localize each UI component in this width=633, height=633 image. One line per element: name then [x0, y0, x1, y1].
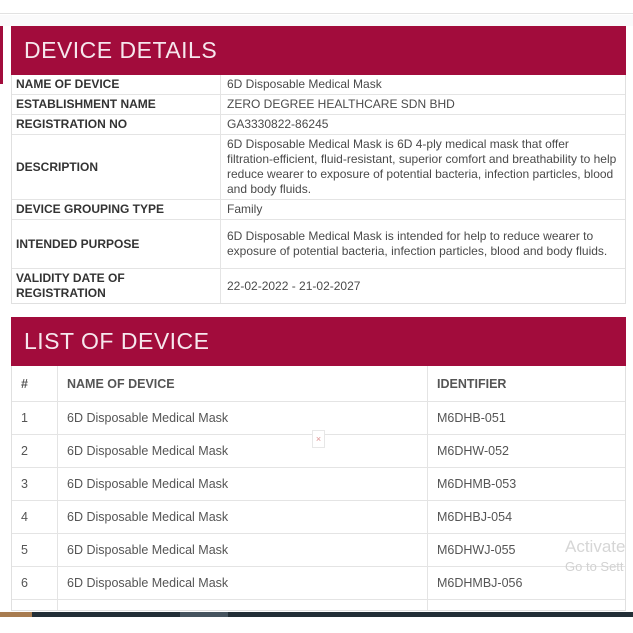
- left-edge-accent: [0, 26, 3, 84]
- table-row: [12, 501, 625, 534]
- row-name: 6D Disposable Medical Mask: [58, 567, 428, 599]
- row-label: NAME OF DEVICE: [12, 75, 221, 94]
- row-identifier: M6DHB-051: [437, 411, 506, 425]
- row-num: 3: [12, 468, 58, 500]
- row-identifier: M6DHBJ-054: [437, 510, 513, 524]
- row-value: 22-02-2022 - 21-02-2027: [227, 278, 361, 293]
- activate-windows-text: Activate: [565, 537, 626, 556]
- table-row-partial: [12, 600, 625, 610]
- row-value: 6D Disposable Medical Mask is intended for help to reduce wearer to exposure of potential bacteria, infection particles, blood and body fluids.: [227, 229, 608, 258]
- row-identifier: M6DHMBJ-056: [437, 576, 523, 590]
- row-name: 6D Disposable Medical Mask: [58, 534, 428, 566]
- row-label: ESTABLISHMENT NAME: [12, 95, 221, 114]
- row-num: 6: [12, 567, 58, 599]
- row-value: 6D Disposable Medical Mask is 6D 4-ply medical mask that offer filtration-efficient, fluid-resistant, superior comfort and breathability to help reduce wearer to exposure of potential bacteria, infection particles, blood and body fluids.: [227, 137, 617, 196]
- device-details-table: [11, 75, 626, 304]
- taskbar-edge-tan-segment: [0, 612, 32, 617]
- device-list-section: [11, 317, 626, 611]
- device-details-header: [11, 26, 626, 75]
- row-identifier: M6DHMB-053: [437, 477, 517, 491]
- row-identifier: M6DHW-052: [437, 444, 510, 458]
- taskbar-edge-slate-segment: [180, 612, 228, 617]
- column-header-identifier: IDENTIFIER: [437, 376, 507, 391]
- broken-image-icon: [312, 430, 325, 448]
- row-name: 6D Disposable Medical Mask: [58, 501, 428, 533]
- row-label: INTENDED PURPOSE: [12, 220, 221, 268]
- row-name: 6D Disposable Medical Mask: [58, 435, 428, 467]
- column-header-num: #: [12, 366, 58, 401]
- table-row: [12, 115, 625, 135]
- row-num: 5: [12, 534, 58, 566]
- device-details-title: DEVICE DETAILS: [24, 37, 218, 63]
- row-identifier: M6DHWJ-055: [437, 543, 516, 557]
- bottom-white-strip: [0, 617, 633, 633]
- device-list-header: [11, 317, 626, 366]
- row-num: 4: [12, 501, 58, 533]
- row-num: 1: [12, 402, 58, 434]
- row-value: 6D Disposable Medical Mask: [227, 77, 382, 91]
- row-label: DEVICE GROUPING TYPE: [12, 200, 221, 219]
- row-name: 6D Disposable Medical Mask: [58, 402, 428, 434]
- device-list-table: [11, 366, 626, 611]
- broken-image-x-glyph: ×: [315, 434, 322, 444]
- top-background-band: [0, 15, 633, 26]
- column-header-name: NAME OF DEVICE: [58, 366, 428, 401]
- table-row: [12, 200, 625, 220]
- row-value: ZERO DEGREE HEALTHCARE SDN BHD: [227, 97, 455, 111]
- table-row: [12, 567, 625, 600]
- table-row: [12, 135, 625, 200]
- row-label: VALIDITY DATE OF REGISTRATION: [12, 269, 221, 303]
- table-row: [12, 75, 625, 95]
- windows-activation-watermark: [565, 536, 633, 576]
- table-row: [12, 534, 625, 567]
- device-list-title: LIST OF DEVICE: [24, 328, 210, 354]
- row-label: DESCRIPTION: [12, 135, 221, 199]
- row-label: REGISTRATION NO: [12, 115, 221, 134]
- go-to-settings-text: Go to Sett: [565, 559, 624, 574]
- row-value: Family: [227, 202, 263, 216]
- table-row: [12, 468, 625, 501]
- device-details-section: [11, 26, 626, 304]
- row-num: 2: [12, 435, 58, 467]
- table-row: [12, 95, 625, 115]
- table-row: [12, 269, 625, 303]
- table-header-row: [12, 366, 625, 402]
- table-row: [12, 220, 625, 269]
- taskbar-edge: [0, 612, 633, 617]
- row-value: GA3330822-86245: [227, 117, 329, 131]
- top-white-strip: [0, 0, 633, 14]
- row-name: 6D Disposable Medical Mask: [58, 468, 428, 500]
